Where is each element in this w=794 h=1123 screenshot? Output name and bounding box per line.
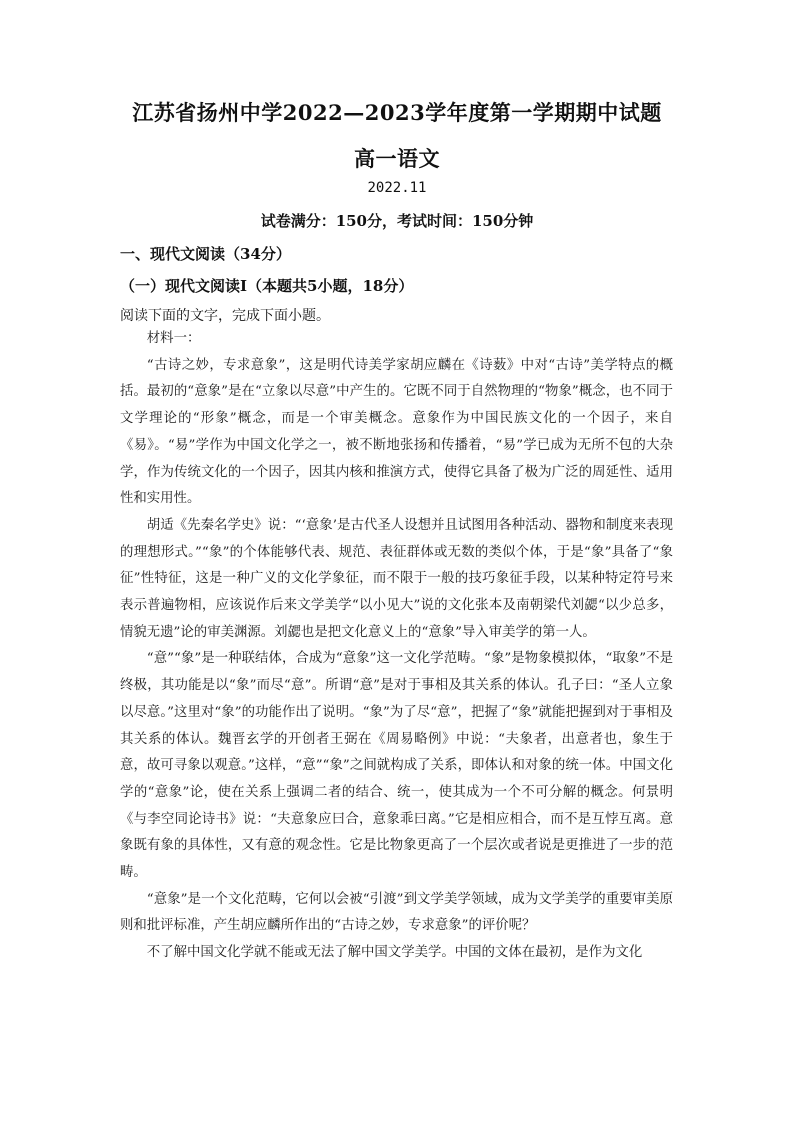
instruction-text: 阅读下面的文字，完成下面小题。 xyxy=(120,308,330,324)
material-body xyxy=(120,326,673,967)
paragraph: “意”“象”是一种联结体，合成为“意象”这一文化学范畴。“象”是物象模拟体，“取象”不是终极，其功能是以“象”而尽“意”。所谓“意”是对于事相及其关系的体认。孔子曰：“圣人立象以尽意。”这里对“象”的功能作出了说明。“象”为了尽“意”，把握了“象”就能把握到对于事相及其关系的体认。魏晋玄学的开创者王弼在《周易略例》中说：“夫象者，出意者也，象生于意，故可寻象以观意。”这样，“意”“象”之间就构成了关系，即体认和对象的统一体。中国文化学的“意象”论，使在关系上强调二者的结合、统一，使其成为一个不可分解的概念。何景明《与李空同论诗书》说：“夫意象应曰合，意象乖曰离。”它是相应相合，而不是互悖互离。意象既有象的具体性，又有意的观念性。它是比物象更高了一个层次或者说是更推进了一步的范畴。 xyxy=(120,651,673,881)
material-label: 材料一： xyxy=(146,331,201,346)
paragraph: “古诗之妙，专求意象”，这是明代诗美学家胡应麟在《诗薮》中对“古诗”美学特点的概括。最初的“意象”是在“立象以尽意”中产生的。它既不同于自然物理的“物象”概念，也不同于文学理论的“形象”概念，而是一个审美概念。意象作为中国民族文化的一个因子，来自《易》。“易”学作为中国文化学之一，被不断地张扬和传播着，“易”学已成为无所不包的大杂学，作为传统文化的一个因子，因其内核和推演方式，使得它具备了极为广泛的周延性、适用性和实用性。 xyxy=(120,357,673,507)
paragraph: “意象”是一个文化范畴，它何以会被“引渡”到文学美学领域，成为文学美学的重要审美原则和批评标准，产生胡应麟所作出的“古诗之妙，专求意象”的评价呢？ xyxy=(120,891,673,934)
paragraph: 不了解中国文化学就不能或无法了解中国文学美学。中国的文体在最初，是作为文化 xyxy=(146,945,643,961)
exam-date: 2022.11 xyxy=(367,180,427,196)
exam-title: 江苏省扬州中学2022—2023学年度第一学期期中试题 xyxy=(132,100,662,125)
subsection-heading: （一）现代文阅读Ⅰ（本题共5小题，18分） xyxy=(120,277,414,295)
subject-title: 高一语文 xyxy=(354,146,440,171)
section-heading: 一、现代文阅读（34分） xyxy=(120,245,291,263)
paragraph: 胡适《先秦名学史》说：“‘意象’是古代圣人设想并且试图用各种活动、器物和制度来表现的理想形式。”“象”的个体能够代表、规范、表征群体或无数的类似个体，于是“象”具备了“象征”性特征，这是一种广义的文化学象征，而不限于一般的技巧象征手段，以某种特定符号来表示普遍物相，应该说作后来文学美学“以小见大”说的文化张本及南朝梁代刘勰“以少总多，情貌无遗”论的审美渊源。刘勰也是把文化意义上的“意象”导入审美学的第一人。 xyxy=(120,517,673,640)
score-info: 试卷满分：150分，考试时间：150分钟 xyxy=(260,212,534,230)
